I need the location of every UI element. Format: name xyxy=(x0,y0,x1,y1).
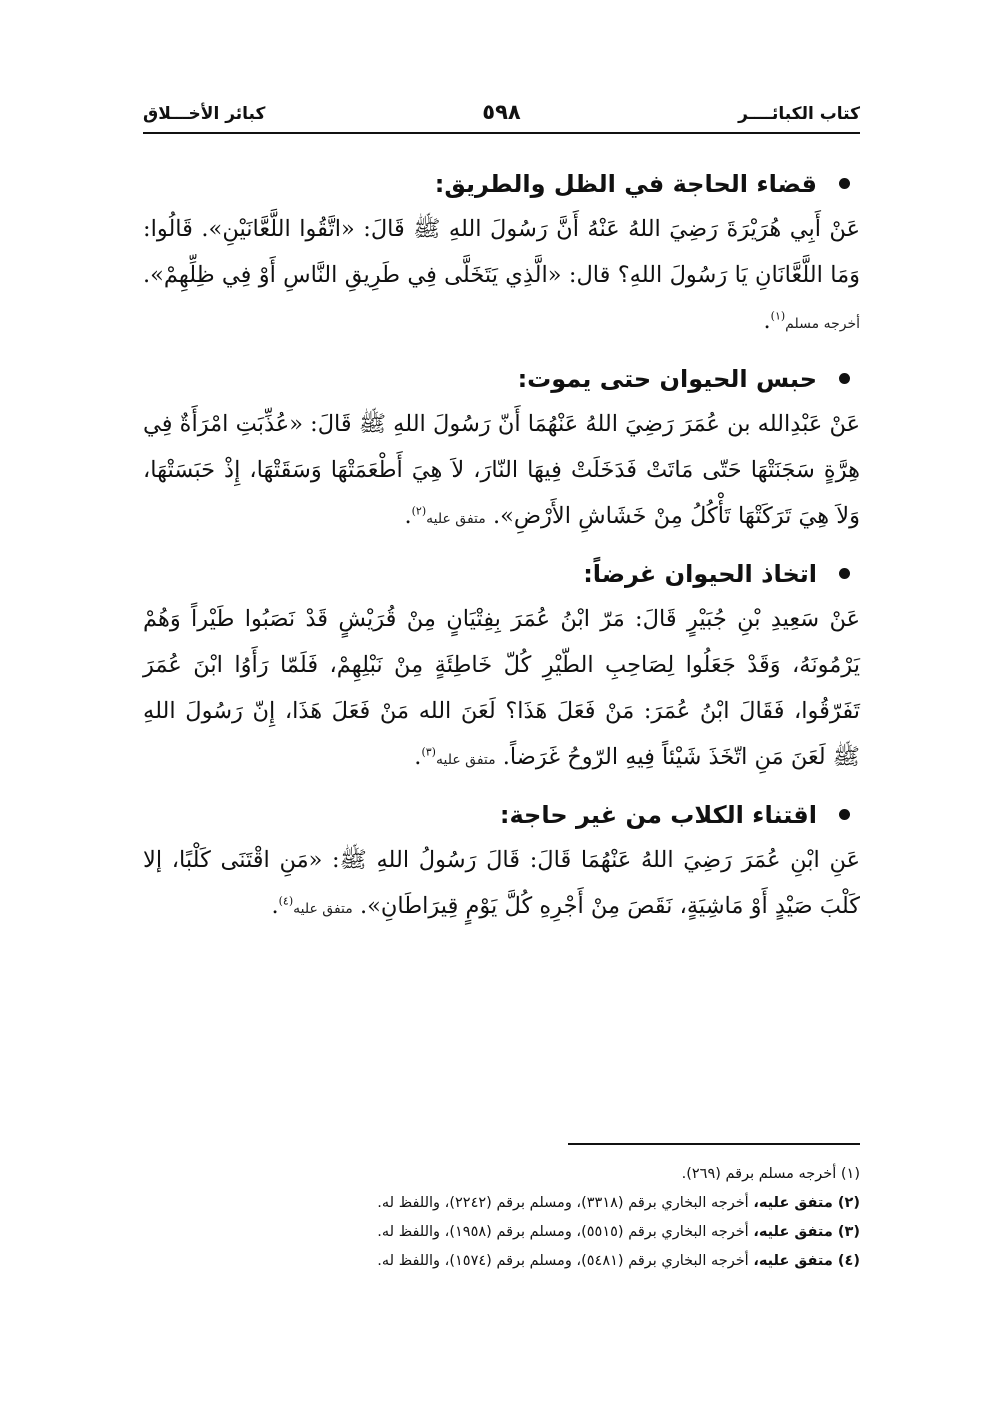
hadith-text xyxy=(143,596,860,783)
section-title: اقتناء الكلاب من غير حاجة: xyxy=(499,801,817,829)
hadith-body: عَنْ سَعِيدِ بْنِ جُبَيْرٍ قَالَ: مَرّ ابْنُ عُمَرَ بِفِتْيَانٍ مِنْ قُرَيْشٍ قَدْ نَصَبُوا طَيْراً وَهُمْ يَرْمُونَهُ، وَقَدْ جَعَلُوا لِصَاحِبِ الطّيْرِ كُلّ خَاطِئَةٍ مِنْ نَبْلِهِمْ، فَلَمّا رَأَوُا ابْنَ عُمَرَ تَفَرّقُوا، فَقَالَ ابْنُ عُمَرَ: مَنْ فَعَلَ هَذَا؟ لَعَنَ الله مَنْ فَعَلَ هَذَا، إِنّ رَسُولَ اللهِ ﷺ لَعَنَ مَنِ اتّخَذَ شَيْئاً فِيهِ الرّوحُ غَرَضاً. xyxy=(143,606,860,770)
bullet-icon xyxy=(839,373,850,384)
end-mark: . xyxy=(404,503,412,529)
section-animal-target xyxy=(143,552,860,783)
section-shade-relief xyxy=(143,162,860,347)
footnote-item xyxy=(143,1189,860,1218)
footnote-ref[interactable]: (١) xyxy=(770,309,786,323)
footnote-text: برقم (٢٦٩). xyxy=(681,1166,759,1182)
footnote-label: (٤) متفق عليه، xyxy=(753,1253,860,1269)
footnote-ref[interactable]: (٤) xyxy=(278,894,294,908)
source-note: متفق عليه xyxy=(435,752,496,768)
footnote-label: (١) أخرجه مسلم xyxy=(758,1166,860,1182)
bullet-icon xyxy=(839,809,850,820)
source-note: متفق عليه xyxy=(426,511,486,527)
end-mark: . xyxy=(271,893,279,919)
page-number: ٥٩٨ xyxy=(482,100,521,124)
footnote-label: (٢) متفق عليه، xyxy=(753,1195,860,1211)
source-note: متفق عليه xyxy=(293,901,353,917)
footnote-text: أخرجه البخاري برقم (٥٥١٥)، ومسلم برقم (١٩٥٨)، واللفظ له. xyxy=(377,1224,754,1240)
footnote-ref[interactable]: (٢) xyxy=(411,504,427,518)
section-heading xyxy=(143,552,860,596)
footnote-label: (٣) متفق عليه، xyxy=(753,1224,860,1240)
hadith-body: عَنْ عَبْدِالله بن عُمَرَ رَضِيَ اللهُ عَنْهُمَا أَنّ رَسُولَ اللهِ ﷺ قَالَ: «عُذِّبَتِ امْرَأَةٌ فِي هِرَّةٍ سَجَنَتْهَا حَتّى مَاتَتْ فَدَخَلَتْ فِيهَا النّارَ، لاَ هِيَ أَطْعَمَتْهَا وَسَقَتْهَا، إِذْ حَبَسَتْهَا، وَلاَ هِيَ تَرَكَتْهَا تَأْكُلُ مِنْ خَشَاشِ الأَرْضِ». xyxy=(143,411,860,529)
hadith-body: عَنْ أَبِي هُرَيْرَةَ رَضِيَ اللهُ عَنْهُ أَنَّ رَسُولَ اللهِ ﷺ قَالَ: «اتَّقُوا اللَّعَّانَيْنِ». قَالُوا: وَمَا اللَّعَّانَانِ يَا رَسُولَ اللهِ؟ قال: «الَّذِي يَتَخَلَّى فِي طَرِيقِ النَّاسِ أَوْ فِي ظِلِّهِمْ». xyxy=(143,216,860,288)
footnote-ref[interactable]: (٣) xyxy=(421,745,436,759)
section-title: اتخاذ الحيوان غرضاً: xyxy=(583,560,817,588)
running-header xyxy=(143,92,860,134)
footnote-item xyxy=(143,1218,860,1247)
source-note: أخرجه مسلم xyxy=(785,316,860,332)
end-mark: . xyxy=(763,308,771,334)
section-title: قضاء الحاجة في الظل والطريق: xyxy=(434,170,817,198)
section-title: حبس الحيوان حتى يموت: xyxy=(517,365,817,393)
book-title: كتاب الكبائــــر xyxy=(738,104,860,124)
footnote-divider xyxy=(568,1143,860,1145)
hadith-text xyxy=(143,401,860,542)
section-heading xyxy=(143,162,860,206)
footnote-item xyxy=(143,1247,860,1276)
bullet-icon xyxy=(839,178,850,189)
hadith-body: عَنِ ابْنِ عُمَرَ رَضِيَ اللهُ عَنْهُمَا قَالَ: قَالَ رَسُولُ اللهِ ﷺ: «مَنِ اقْتَنَى كَلْبًا، إلا كَلْبَ صَيْدٍ أَوْ مَاشِيَةٍ، نَقَصَ مِنْ أَجْرِهِ كُلَّ يَوْمٍ قِيرَاطَانِ». xyxy=(143,847,860,919)
hadith-text xyxy=(143,837,860,932)
section-heading xyxy=(143,357,860,401)
end-mark: . xyxy=(414,744,422,770)
section-keeping-dogs xyxy=(143,793,860,932)
section-heading xyxy=(143,793,860,837)
hadith-text xyxy=(143,206,860,347)
footnotes xyxy=(143,1160,860,1276)
footnote-item xyxy=(143,1160,860,1189)
bullet-icon xyxy=(839,568,850,579)
section-confining-animal xyxy=(143,357,860,542)
main-content xyxy=(143,162,860,942)
footnote-text: أخرجه البخاري برقم (٣٣١٨)، ومسلم برقم (٢٢٤٢)، واللفظ له. xyxy=(377,1195,754,1211)
chapter-title: كبائر الأخـــلاق xyxy=(143,104,266,124)
footnote-text: أخرجه البخاري برقم (٥٤٨١)، ومسلم برقم (١٥٧٤)، واللفظ له. xyxy=(377,1253,754,1269)
